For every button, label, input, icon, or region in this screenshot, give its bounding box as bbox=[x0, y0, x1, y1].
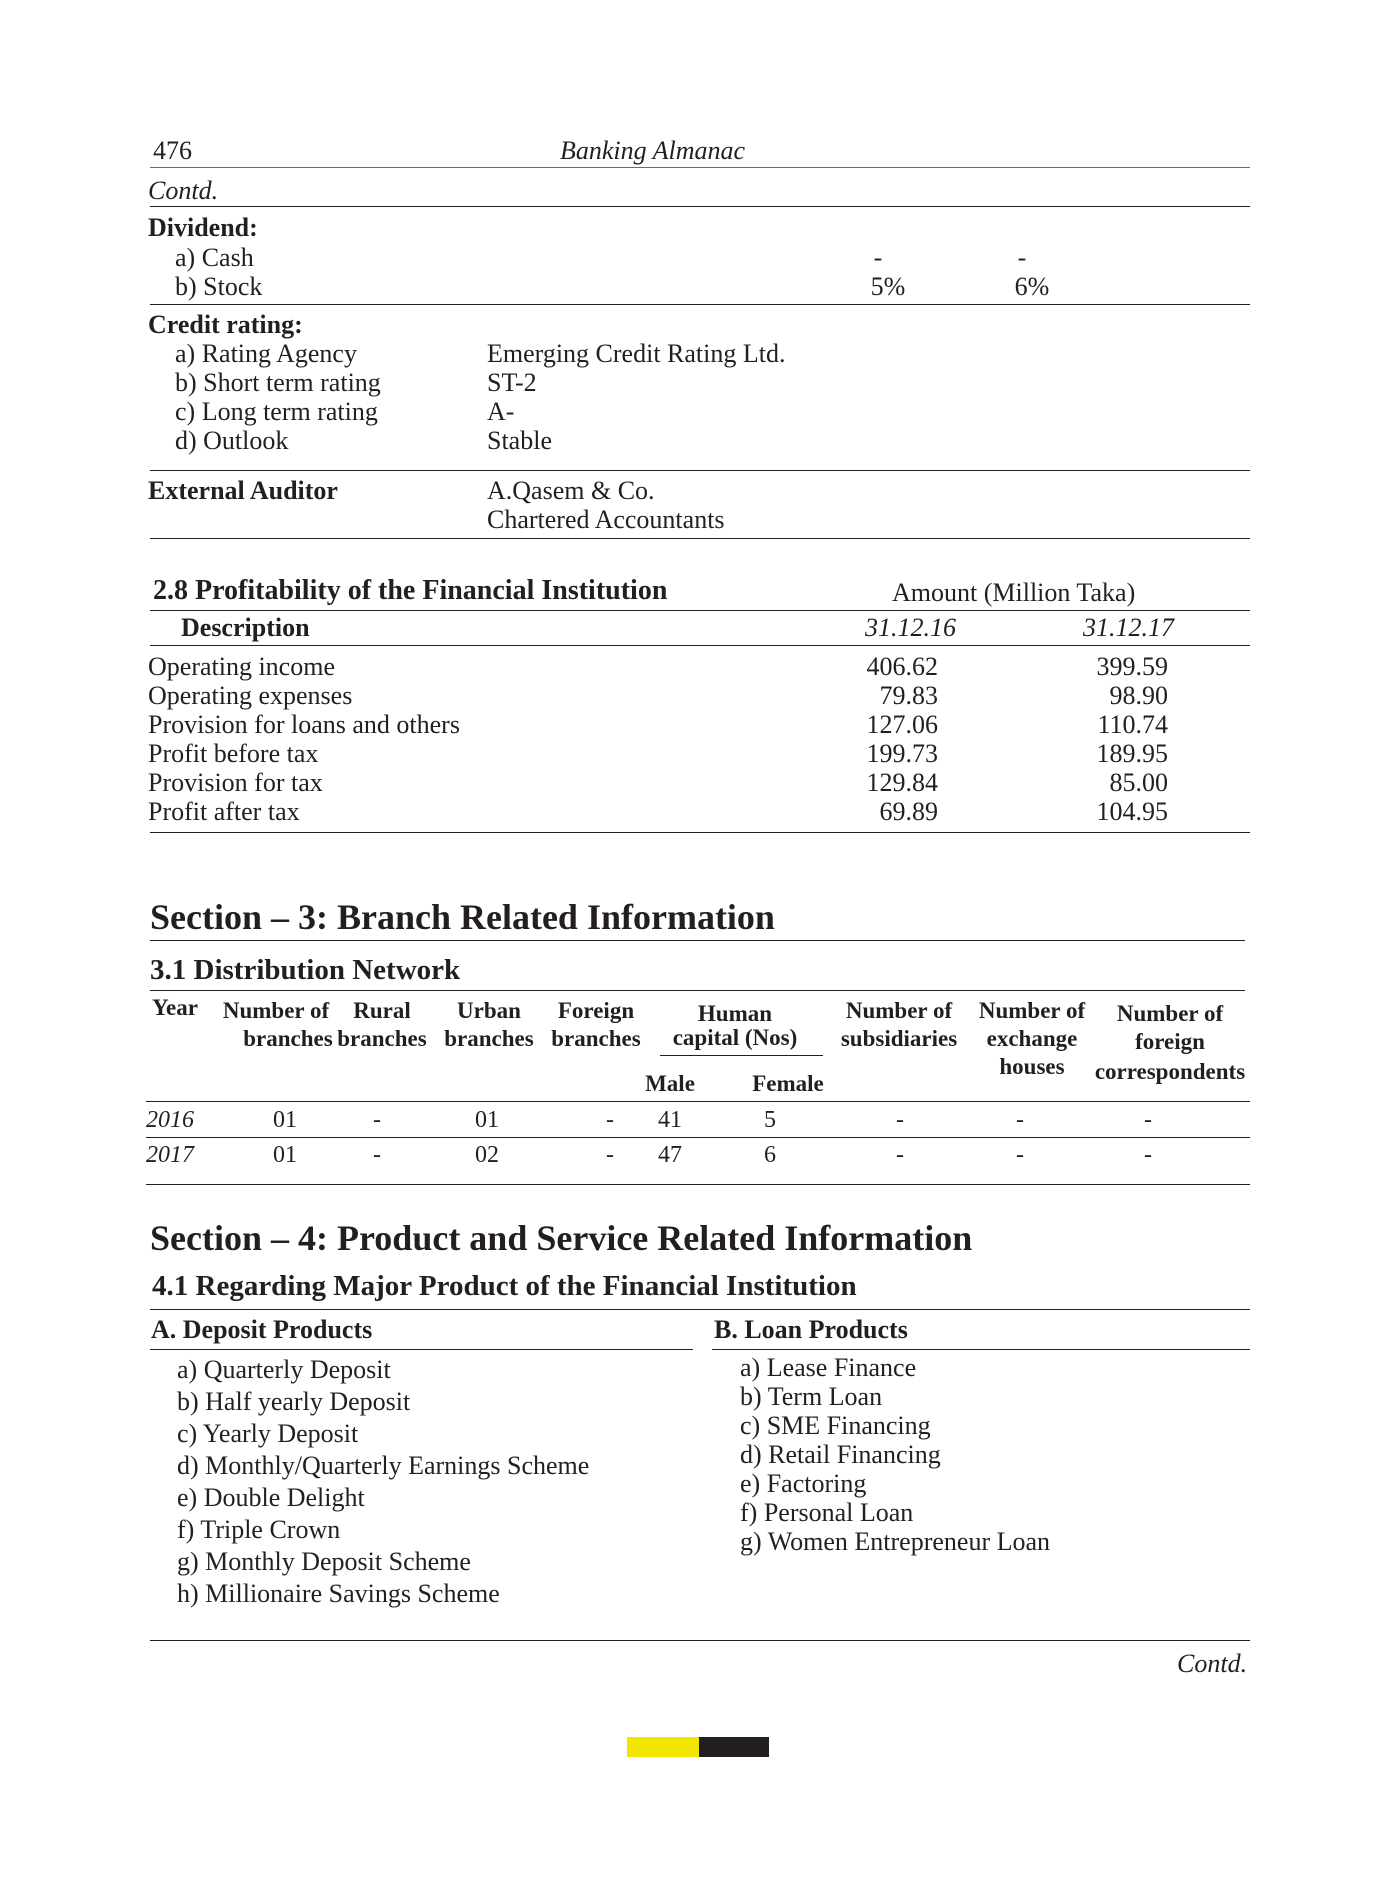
table-cell: 406.62 bbox=[866, 652, 938, 681]
column-header-correspondents: foreign bbox=[1135, 1029, 1205, 1054]
table-cell: 47 bbox=[658, 1142, 682, 1168]
credit-rating-value: Emerging Credit Rating Ltd. bbox=[487, 339, 786, 368]
credit-rating-label: d) Outlook bbox=[175, 426, 289, 455]
external-auditor-label: External Auditor bbox=[148, 476, 338, 505]
section-4-subtitle: 4.1 Regarding Major Product of the Financial Institution bbox=[152, 1270, 857, 1302]
footer-accent-bar-dark bbox=[699, 1737, 769, 1757]
credit-rating-value: A- bbox=[487, 397, 515, 426]
divider bbox=[712, 1349, 1250, 1350]
table-cell: - bbox=[896, 1142, 904, 1168]
column-header-urban: Urban bbox=[457, 998, 521, 1023]
list-item: f) Triple Crown bbox=[177, 1515, 341, 1544]
list-item: b) Half yearly Deposit bbox=[177, 1387, 411, 1416]
list-item: g) Monthly Deposit Scheme bbox=[177, 1547, 471, 1576]
table-cell: 5 bbox=[764, 1107, 776, 1133]
divider bbox=[150, 470, 1250, 471]
column-header-exchange-houses: exchange bbox=[986, 1026, 1078, 1051]
human-capital-rule bbox=[660, 1055, 823, 1056]
credit-rating-title: Credit rating: bbox=[148, 310, 303, 339]
dividend-title: Dividend: bbox=[148, 213, 258, 242]
list-item: d) Retail Financing bbox=[740, 1440, 941, 1469]
column-header-description: Description bbox=[181, 613, 310, 642]
column-header-2016: 31.12.16 bbox=[865, 613, 956, 642]
table-row-label: Provision for tax bbox=[148, 768, 323, 797]
divider bbox=[150, 832, 1250, 833]
table-cell: - bbox=[1016, 1142, 1024, 1168]
table-cell: 85.00 bbox=[1109, 768, 1168, 797]
section-4-title: Section – 4: Product and Service Related Information bbox=[150, 1218, 973, 1258]
credit-rating-value: Stable bbox=[487, 426, 552, 455]
column-header-2017: 31.12.17 bbox=[1083, 613, 1174, 642]
dividend-value-2016: 5% bbox=[870, 272, 906, 301]
table-cell: - bbox=[1016, 1107, 1024, 1133]
section-3-subtitle: 3.1 Distribution Network bbox=[150, 954, 461, 986]
column-header-rural: branches bbox=[337, 1026, 427, 1051]
table-cell: 104.95 bbox=[1096, 797, 1168, 826]
column-header-human-capital: capital (Nos) bbox=[672, 1025, 798, 1050]
divider bbox=[150, 1349, 693, 1350]
divider bbox=[146, 1101, 1250, 1102]
column-header-foreign: Foreign bbox=[557, 998, 635, 1023]
table-cell: - bbox=[606, 1142, 614, 1168]
dividend-value-2017: 6% bbox=[1014, 272, 1050, 301]
divider bbox=[150, 610, 1250, 611]
divider bbox=[150, 990, 1245, 991]
table-row-label: Provision for loans and others bbox=[148, 710, 460, 739]
profitability-title: 2.8 Profitability of the Financial Institution bbox=[153, 575, 668, 606]
table-row-label: Operating expenses bbox=[148, 681, 353, 710]
list-item: f) Personal Loan bbox=[740, 1498, 914, 1527]
table-cell: 110.74 bbox=[1097, 710, 1168, 739]
divider bbox=[150, 1309, 1250, 1310]
list-item: e) Factoring bbox=[740, 1469, 867, 1498]
table-cell: 98.90 bbox=[1109, 681, 1168, 710]
column-header-subsidiaries: subsidiaries bbox=[840, 1026, 958, 1051]
loan-products-title: B. Loan Products bbox=[714, 1315, 908, 1344]
column-header-male: Male bbox=[645, 1071, 695, 1096]
table-cell: 127.06 bbox=[866, 710, 938, 739]
table-cell: 69.89 bbox=[879, 797, 938, 826]
dividend-label: a) Cash bbox=[175, 243, 254, 272]
table-cell: - bbox=[1144, 1107, 1152, 1133]
table-cell: 129.84 bbox=[866, 768, 938, 797]
column-header-branches: Number of bbox=[222, 998, 330, 1023]
list-item: c) Yearly Deposit bbox=[177, 1419, 359, 1448]
table-cell-year: 2017 bbox=[146, 1142, 194, 1168]
credit-rating-label: b) Short term rating bbox=[175, 368, 381, 397]
page-number: 476 bbox=[153, 136, 192, 165]
table-cell: 41 bbox=[658, 1107, 682, 1133]
profitability-unit: Amount (Million Taka) bbox=[892, 578, 1136, 607]
table-cell: 6 bbox=[764, 1142, 776, 1168]
table-cell: 399.59 bbox=[1096, 652, 1168, 681]
external-auditor-type: Chartered Accountants bbox=[487, 505, 725, 534]
external-auditor-name: A.Qasem & Co. bbox=[487, 476, 655, 505]
table-cell: - bbox=[373, 1107, 381, 1133]
divider bbox=[150, 304, 1250, 305]
divider bbox=[150, 940, 1245, 941]
table-cell: - bbox=[606, 1107, 614, 1133]
divider bbox=[150, 206, 1250, 207]
divider bbox=[146, 1184, 1250, 1185]
row-divider bbox=[146, 1137, 1250, 1138]
table-cell: 01 bbox=[273, 1107, 297, 1133]
list-item: c) SME Financing bbox=[740, 1411, 931, 1440]
table-cell: - bbox=[1144, 1142, 1152, 1168]
deposit-products-title: A. Deposit Products bbox=[151, 1315, 373, 1344]
header-rule bbox=[150, 167, 1250, 168]
column-header-subsidiaries: Number of bbox=[845, 998, 953, 1023]
column-header-foreign: branches bbox=[551, 1026, 641, 1051]
credit-rating-value: ST-2 bbox=[487, 368, 537, 397]
column-header-female: Female bbox=[752, 1071, 824, 1096]
contd-bottom: Contd. bbox=[1177, 1649, 1248, 1678]
credit-rating-label: a) Rating Agency bbox=[175, 339, 357, 368]
table-cell: 79.83 bbox=[879, 681, 938, 710]
list-item: b) Term Loan bbox=[740, 1382, 883, 1411]
table-row-label: Profit before tax bbox=[148, 739, 319, 768]
list-item: g) Women Entrepreneur Loan bbox=[740, 1527, 1051, 1556]
table-row-label: Profit after tax bbox=[148, 797, 300, 826]
list-item: h) Millionaire Savings Scheme bbox=[177, 1579, 500, 1608]
list-item: d) Monthly/Quarterly Earnings Scheme bbox=[177, 1451, 590, 1480]
table-cell-year: 2016 bbox=[146, 1107, 194, 1133]
table-cell: - bbox=[373, 1142, 381, 1168]
column-header-human-capital: Human bbox=[697, 1001, 773, 1026]
column-header-exchange-houses: Number of bbox=[978, 998, 1086, 1023]
column-header-year: Year bbox=[152, 995, 198, 1020]
dividend-label: b) Stock bbox=[175, 272, 263, 301]
list-item: a) Lease Finance bbox=[740, 1353, 917, 1382]
credit-rating-label: c) Long term rating bbox=[175, 397, 378, 426]
table-cell: 01 bbox=[475, 1107, 499, 1133]
list-item: a) Quarterly Deposit bbox=[177, 1355, 391, 1384]
dividend-value-2017: - bbox=[1017, 243, 1027, 272]
contd-top: Contd. bbox=[148, 176, 219, 205]
table-cell: 199.73 bbox=[866, 739, 938, 768]
dividend-value-2016: - bbox=[873, 243, 883, 272]
column-header-correspondents: Number of bbox=[1116, 1001, 1224, 1026]
column-header-rural: Rural bbox=[353, 998, 411, 1023]
footer-accent-bar-yellow bbox=[627, 1737, 699, 1757]
divider bbox=[150, 645, 1250, 646]
running-title: Banking Almanac bbox=[560, 136, 746, 165]
table-cell: 01 bbox=[273, 1142, 297, 1168]
table-cell: 02 bbox=[475, 1142, 499, 1168]
section-3-title: Section – 3: Branch Related Information bbox=[150, 897, 775, 937]
table-cell: - bbox=[896, 1107, 904, 1133]
column-header-branches: branches bbox=[243, 1026, 333, 1051]
list-item: e) Double Delight bbox=[177, 1483, 365, 1512]
column-header-urban: branches bbox=[444, 1026, 534, 1051]
table-cell: 189.95 bbox=[1096, 739, 1168, 768]
column-header-exchange-houses: houses bbox=[999, 1054, 1065, 1079]
column-header-correspondents: correspondents bbox=[1094, 1059, 1246, 1084]
divider bbox=[150, 1640, 1250, 1641]
table-row-label: Operating income bbox=[148, 652, 335, 681]
divider bbox=[150, 538, 1250, 539]
